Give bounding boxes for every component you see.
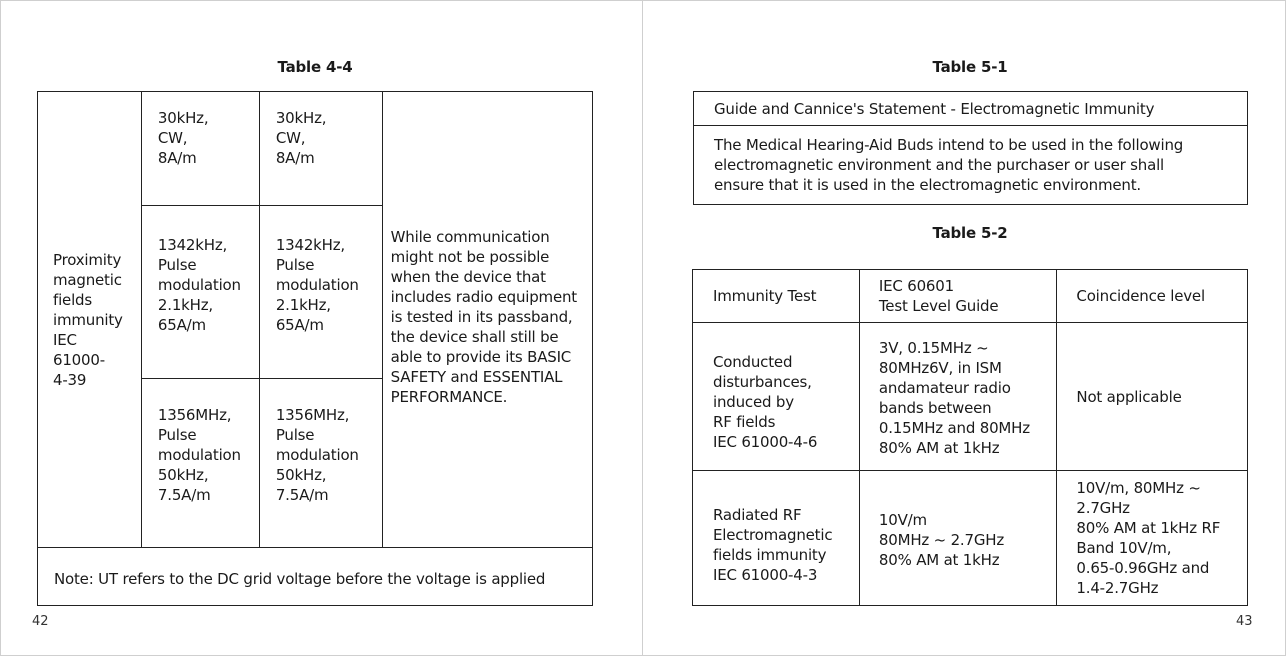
right-page — [643, 0, 1286, 656]
note-text: Note: UT refers to the DC grid voltage before the voltage is applied — [54, 569, 546, 588]
table-row — [694, 92, 1248, 126]
coincidence-level-cell — [1057, 471, 1248, 606]
test-level-cell — [859, 471, 1057, 606]
header-text: IEC 60601 Test Level Guide — [878, 277, 999, 315]
immunity-test-cell — [693, 471, 860, 606]
note-cell — [38, 548, 593, 606]
cell-text: Radiated RF Electromagnetic fields immunity IEC 61000-4-3 — [713, 506, 833, 584]
cell-text: 10V/m 80MHz ~ 2.7GHz 80% AM at 1kHz — [878, 511, 1005, 569]
table-5-1-caption: Table 5-1 — [932, 58, 1008, 76]
table-row — [38, 92, 593, 206]
test-level-text: 1356MHz, Pulse modulation 50kHz, 7.5A/m — [157, 406, 241, 504]
compliance-level-text: 30kHz, CW, 8A/m — [275, 108, 327, 167]
table-body-text: The Medical Hearing-Aid Buds intend to be used in the following electromagnetic environment and the purchaser or user shall ensure that it is used in the electromagnetic environment. — [714, 136, 1184, 194]
remark-cell — [382, 92, 592, 548]
compliance-level-cell — [259, 379, 382, 548]
test-name-text: Proximity magnetic fields immunity IEC 61000- 4-39 — [53, 250, 123, 389]
remark-text: While communication might not be possible when the device that includes radio equipment is tested in its passband, the device shall still be able to provide its BASIC SAFETY and ESSENTIAL PERFORMANCE. — [390, 227, 577, 406]
header-text: Immunity Test — [713, 287, 817, 305]
table-4-4 — [37, 91, 593, 606]
table-row — [693, 323, 1248, 471]
header-immunity-test — [693, 270, 860, 323]
table-4-4-caption: Table 4-4 — [277, 58, 353, 76]
table-row — [693, 471, 1248, 606]
cell-text: 10V/m, 80MHz ~ 2.7GHz 80% AM at 1kHz RF Band 10V/m, 0.65-0.96GHz and 1.4-2.7GHz — [1076, 479, 1221, 597]
test-level-cell — [141, 379, 259, 548]
coincidence-level-cell — [1057, 323, 1248, 471]
table-header-row — [693, 270, 1248, 323]
table-5-2 — [692, 269, 1248, 606]
table-row — [694, 126, 1248, 205]
table-row — [38, 548, 593, 606]
test-level-text: 30kHz, CW, 8A/m — [157, 108, 209, 167]
test-level-text: 1342kHz, Pulse modulation 2.1kHz, 65A/m — [157, 236, 241, 334]
compliance-level-cell — [259, 206, 382, 379]
header-test-level — [859, 270, 1057, 323]
page-number: 42 — [32, 614, 49, 629]
left-page — [0, 0, 642, 656]
test-level-cell — [859, 323, 1057, 471]
table-5-1 — [693, 91, 1248, 205]
header-coincidence-level — [1057, 270, 1248, 323]
table-heading-cell — [694, 92, 1248, 126]
immunity-test-cell — [693, 323, 860, 471]
page-number: 43 — [1236, 614, 1253, 629]
cell-text: Not applicable — [1076, 387, 1182, 406]
test-name-cell — [38, 92, 142, 548]
cell-text: Conducted disturbances, induced by RF fields IEC 61000-4-6 — [713, 352, 818, 451]
test-level-cell — [141, 206, 259, 379]
table-5-2-caption: Table 5-2 — [932, 224, 1008, 242]
cell-text: 3V, 0.15MHz ~ 80MHz6V, in ISM andamateur radio bands between 0.15MHz and 80MHz 80% AM at 1kHz — [878, 338, 1030, 457]
table-heading-text: Guide and Cannice's Statement - Electromagnetic Immunity — [714, 99, 1155, 118]
table-body-cell — [694, 126, 1248, 205]
test-level-cell — [141, 92, 259, 206]
compliance-level-text: 1356MHz, Pulse modulation 50kHz, 7.5A/m — [275, 406, 359, 504]
compliance-level-text: 1342kHz, Pulse modulation 2.1kHz, 65A/m — [275, 236, 359, 334]
compliance-level-cell — [259, 92, 382, 206]
header-text: Coincidence level — [1076, 287, 1205, 305]
